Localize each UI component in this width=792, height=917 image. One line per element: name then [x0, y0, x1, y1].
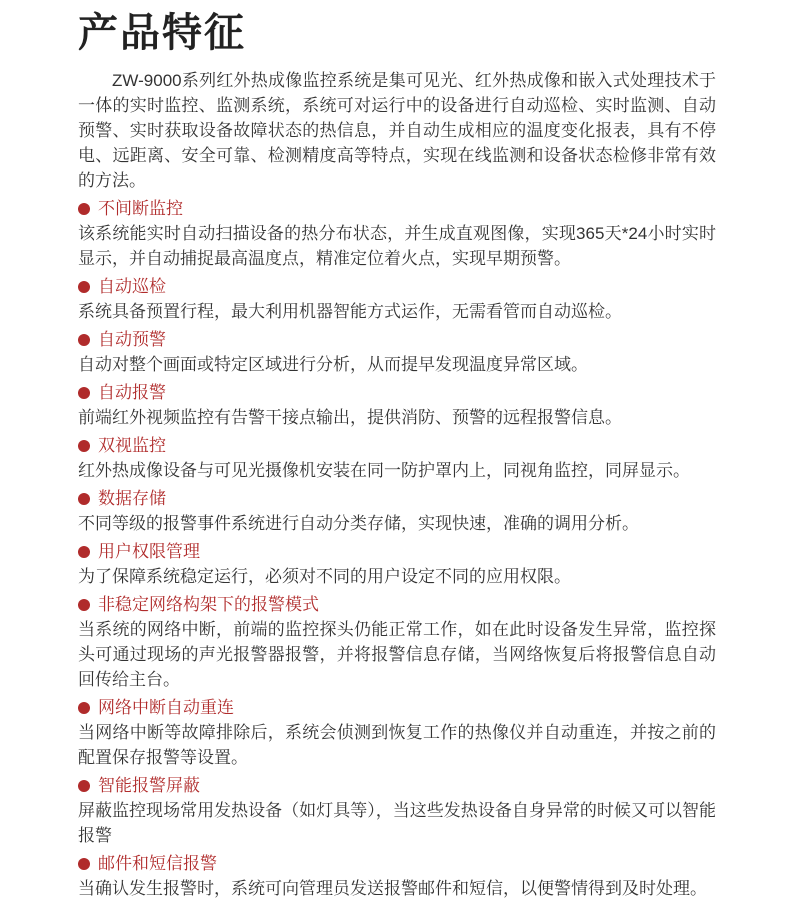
section-body: 前端红外视频监控有告警干接点输出，提供消防、预警的远程报警信息。 [78, 408, 622, 427]
section-body: 当系统的网络中断，前端的监控探头仍能正常工作，如在此时设备发生异常，监控探头可通过现场的声光报警器报警，并将报警信息存储，当网络恢复后将报警信息自动回传给主台。 [78, 620, 716, 689]
bullet-icon [78, 493, 90, 505]
section-heading [78, 327, 716, 352]
section-heading-label: 网络中断自动重连 [98, 698, 234, 717]
section-body: 红外热成像设备与可见光摄像机安装在同一防护罩内上，同视角监控，同屏显示。 [78, 461, 690, 480]
bullet-icon [78, 599, 90, 611]
feature-section [78, 196, 716, 271]
section-heading [78, 773, 716, 798]
bullet-icon [78, 780, 90, 792]
section-body: 不同等级的报警事件系统进行自动分类存储，实现快速，准确的调用分析。 [78, 514, 639, 533]
section-heading [78, 380, 716, 405]
feature-section [78, 274, 716, 324]
feature-section [78, 433, 716, 483]
bullet-icon [78, 858, 90, 870]
section-heading [78, 433, 716, 458]
page-title: 产品特征 [78, 11, 246, 55]
feature-section [78, 327, 716, 377]
feature-section-list [78, 196, 716, 901]
section-body: 当确认发生报警时，系统可向管理员发送报警邮件和短信，以便警情得到及时处理。 [78, 879, 707, 898]
bullet-icon [78, 387, 90, 399]
section-heading [78, 196, 716, 221]
section-heading [78, 274, 716, 299]
section-heading-label: 用户权限管理 [98, 542, 200, 561]
bullet-icon [78, 203, 90, 215]
intro-paragraph: ZW-9000系列红外热成像监控系统是集可见光、红外热成像和嵌入式处理技术于一体的实时监控、监测系统，系统可对运行中的设备进行自动巡检、实时监测、自动预警、实时获取设备故障状态的热信息，并自动生成相应的温度变化报表，具有不停电、远距离、安全可靠、检测精度高等特点，实现在线监测和设备状态检修非常有效的方法。 [78, 71, 716, 190]
feature-section [78, 851, 716, 901]
feature-section [78, 539, 716, 589]
feature-section [78, 773, 716, 848]
section-heading-label: 自动报警 [98, 383, 166, 402]
feature-section [78, 486, 716, 536]
section-heading [78, 851, 716, 876]
section-heading [78, 486, 716, 511]
section-heading [78, 592, 716, 617]
bullet-icon [78, 546, 90, 558]
bullet-icon [78, 334, 90, 346]
feature-section [78, 592, 716, 692]
section-heading-label: 自动预警 [98, 330, 166, 349]
section-body: 当网络中断等故障排除后，系统会侦测到恢复工作的热像仪并自动重连，并按之前的配置保存报警等设置。 [78, 723, 716, 767]
section-heading-label: 自动巡检 [98, 277, 166, 296]
section-heading-label: 非稳定网络构架下的报警模式 [98, 595, 319, 614]
section-heading [78, 695, 716, 720]
bullet-icon [78, 281, 90, 293]
bullet-icon [78, 702, 90, 714]
section-body: 为了保障系统稳定运行，必须对不同的用户设定不同的应用权限。 [78, 567, 571, 586]
section-body: 该系统能实时自动扫描设备的热分布状态，并生成直观图像，实现365天*24小时实时显示，并自动捕捉最高温度点，精准定位着火点，实现早期预警。 [78, 224, 716, 268]
section-heading-label: 不间断监控 [98, 199, 183, 218]
feature-section [78, 695, 716, 770]
section-body: 自动对整个画面或特定区域进行分析，从而提早发现温度异常区域。 [78, 355, 588, 374]
section-heading-label: 双视监控 [98, 436, 166, 455]
section-heading-label: 智能报警屏蔽 [98, 776, 200, 795]
section-body: 系统具备预置行程，最大利用机器智能方式运作，无需看管而自动巡检。 [78, 302, 622, 321]
section-heading-label: 邮件和短信报警 [98, 854, 217, 873]
section-body: 屏蔽监控现场常用发热设备（如灯具等），当这些发热设备自身异常的时候又可以智能报警 [78, 801, 716, 845]
bullet-icon [78, 440, 90, 452]
feature-section [78, 380, 716, 430]
section-heading [78, 539, 716, 564]
section-heading-label: 数据存储 [98, 489, 166, 508]
